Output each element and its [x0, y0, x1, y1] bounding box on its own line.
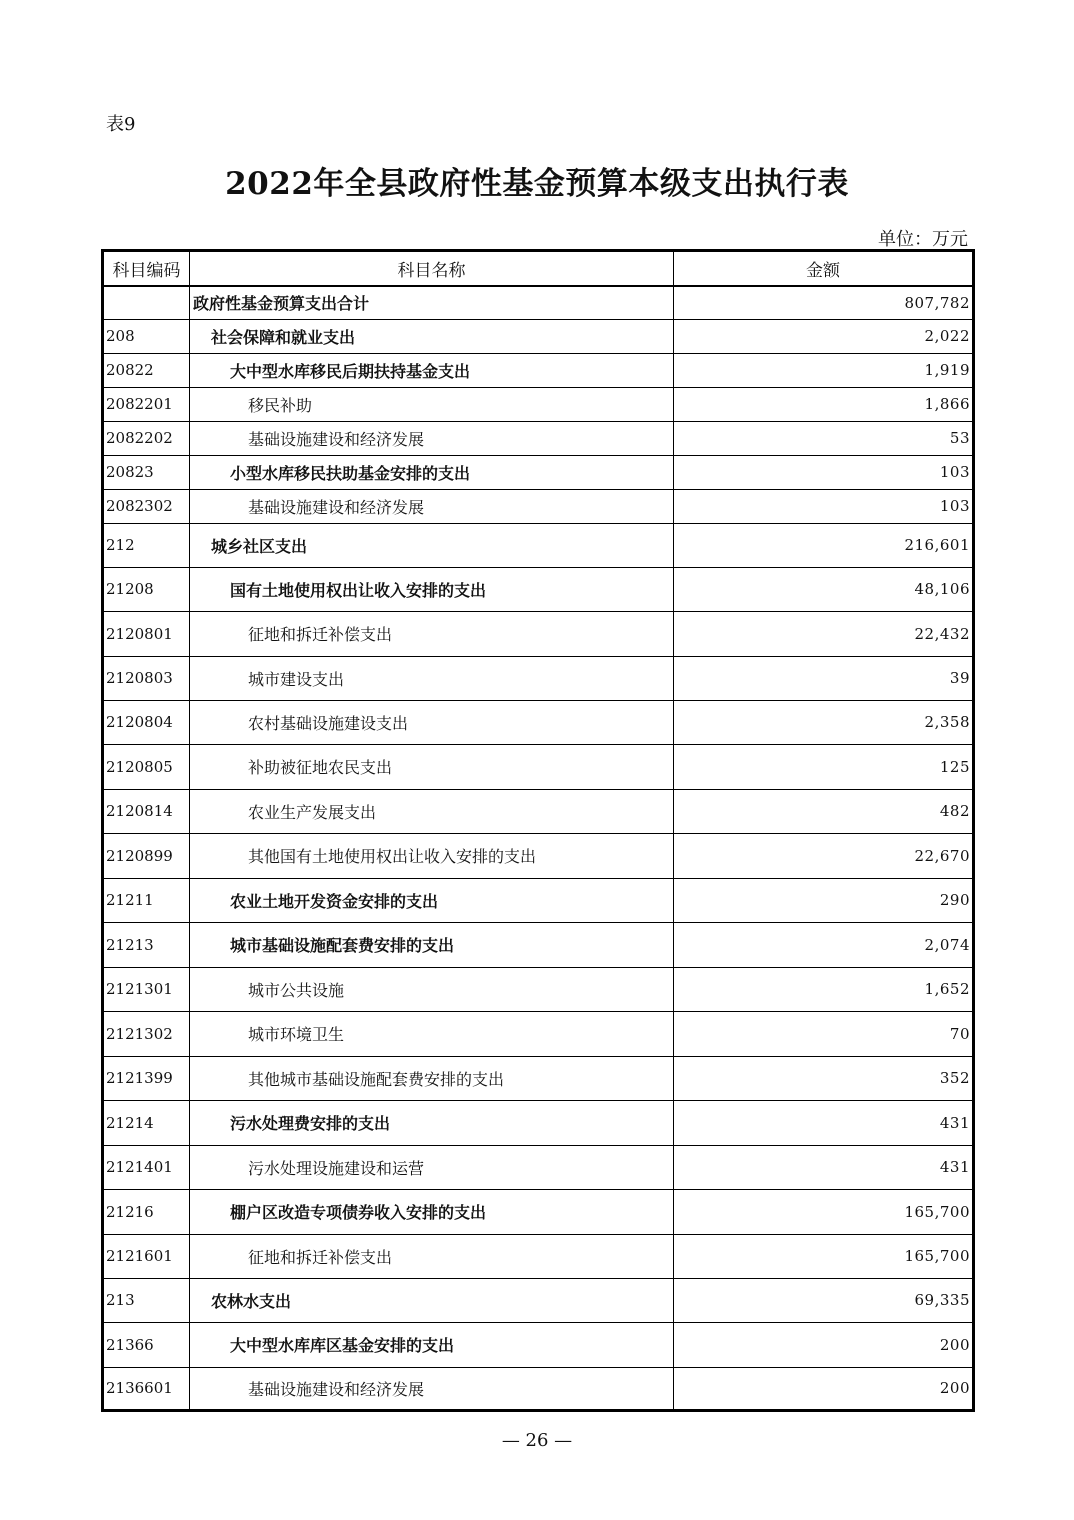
row-amount: 807,782 [674, 286, 974, 319]
table-row [103, 611, 974, 656]
row-amount: 2,358 [674, 700, 974, 744]
row-name: 棚户区改造专项债券收入安排的支出 [190, 1189, 674, 1234]
row-amount: 103 [674, 455, 974, 489]
row-name: 基础设施建设和经济发展 [190, 489, 674, 523]
table-row [103, 700, 974, 744]
table-row [103, 387, 974, 421]
row-code: 2120804 [103, 700, 190, 744]
table-row [103, 1145, 974, 1189]
row-code: 213 [103, 1278, 190, 1322]
row-code: 2121399 [103, 1056, 190, 1100]
row-code: 21366 [103, 1322, 190, 1367]
row-name: 城市基础设施配套费安排的支出 [190, 922, 674, 967]
row-amount: 352 [674, 1056, 974, 1100]
row-code: 2121302 [103, 1011, 190, 1056]
row-amount: 22,432 [674, 611, 974, 656]
table-row [103, 744, 974, 789]
row-amount: 1,866 [674, 387, 974, 421]
table-row [103, 1189, 974, 1234]
row-code: 21214 [103, 1100, 190, 1145]
row-amount: 2,022 [674, 319, 974, 353]
row-code: 21216 [103, 1189, 190, 1234]
table-row [103, 353, 974, 387]
row-name: 征地和拆迁补偿支出 [190, 611, 674, 656]
row-code: 2120805 [103, 744, 190, 789]
row-code: 2082202 [103, 421, 190, 455]
row-amount: 165,700 [674, 1234, 974, 1278]
row-code: 2082302 [103, 489, 190, 523]
row-amount: 39 [674, 656, 974, 700]
row-amount: 48,106 [674, 567, 974, 611]
table-row [103, 1367, 974, 1410]
table-row [103, 922, 974, 967]
row-amount: 200 [674, 1367, 974, 1410]
table-row [103, 489, 974, 523]
row-code: 2120801 [103, 611, 190, 656]
row-code: 2120803 [103, 656, 190, 700]
row-name: 农村基础设施建设支出 [190, 700, 674, 744]
page-number: — 26 — [501, 1430, 573, 1451]
row-code: 20822 [103, 353, 190, 387]
row-name: 城市环境卫生 [190, 1011, 674, 1056]
row-name: 大中型水库移民后期扶持基金支出 [190, 353, 674, 387]
unit-label: 单位：万元 [878, 229, 968, 250]
row-code: 208 [103, 319, 190, 353]
table-row [103, 523, 974, 567]
row-code: 21211 [103, 878, 190, 922]
row-name: 移民补助 [190, 387, 674, 421]
row-name: 农林水支出 [190, 1278, 674, 1322]
row-amount: 69,335 [674, 1278, 974, 1322]
table-row [103, 1278, 974, 1322]
row-amount: 290 [674, 878, 974, 922]
row-code: 212 [103, 523, 190, 567]
column-header-amount: 金额 [674, 251, 974, 287]
budget-table [101, 249, 975, 1412]
row-code: 2121601 [103, 1234, 190, 1278]
row-name: 农业生产发展支出 [190, 789, 674, 833]
row-code: 2121401 [103, 1145, 190, 1189]
row-code [103, 286, 190, 319]
row-name: 政府性基金预算支出合计 [190, 286, 674, 319]
table-row [103, 1322, 974, 1367]
row-code: 20823 [103, 455, 190, 489]
row-name: 其他城市基础设施配套费安排的支出 [190, 1056, 674, 1100]
row-amount: 53 [674, 421, 974, 455]
row-name: 城乡社区支出 [190, 523, 674, 567]
table-row [103, 1056, 974, 1100]
table-row [103, 656, 974, 700]
column-header-code: 科目编码 [103, 251, 190, 287]
row-code: 21213 [103, 922, 190, 967]
table-row [103, 567, 974, 611]
row-amount: 431 [674, 1100, 974, 1145]
row-name: 其他国有土地使用权出让收入安排的支出 [190, 833, 674, 878]
row-name: 农业土地开发资金安排的支出 [190, 878, 674, 922]
row-amount: 103 [674, 489, 974, 523]
row-code: 21208 [103, 567, 190, 611]
table-row [103, 1100, 974, 1145]
row-name: 污水处理费安排的支出 [190, 1100, 674, 1145]
row-code: 2120899 [103, 833, 190, 878]
table-row [103, 1011, 974, 1056]
table-row [103, 878, 974, 922]
row-name: 城市公共设施 [190, 967, 674, 1011]
row-amount: 2,074 [674, 922, 974, 967]
header-row [103, 251, 974, 287]
row-name: 基础设施建设和经济发展 [190, 1367, 674, 1410]
table-row [103, 789, 974, 833]
row-amount: 431 [674, 1145, 974, 1189]
row-name: 污水处理设施建设和运营 [190, 1145, 674, 1189]
row-amount: 1,919 [674, 353, 974, 387]
row-code: 2136601 [103, 1367, 190, 1410]
table-row [103, 286, 974, 319]
row-name: 补助被征地农民支出 [190, 744, 674, 789]
row-amount: 22,670 [674, 833, 974, 878]
table-row [103, 421, 974, 455]
table-row [103, 833, 974, 878]
page-title: 2022年全县政府性基金预算本级支出执行表 [225, 166, 849, 202]
row-name: 小型水库移民扶助基金安排的支出 [190, 455, 674, 489]
row-amount: 165,700 [674, 1189, 974, 1234]
row-name: 征地和拆迁补偿支出 [190, 1234, 674, 1278]
table-row [103, 967, 974, 1011]
table-body [103, 286, 974, 1410]
row-amount: 125 [674, 744, 974, 789]
row-amount: 482 [674, 789, 974, 833]
row-name: 大中型水库库区基金安排的支出 [190, 1322, 674, 1367]
row-amount: 70 [674, 1011, 974, 1056]
row-name: 基础设施建设和经济发展 [190, 421, 674, 455]
row-amount: 1,652 [674, 967, 974, 1011]
row-code: 2121301 [103, 967, 190, 1011]
table-label: 表9 [106, 114, 136, 135]
row-code: 2082201 [103, 387, 190, 421]
row-name: 国有土地使用权出让收入安排的支出 [190, 567, 674, 611]
table-row [103, 455, 974, 489]
row-code: 2120814 [103, 789, 190, 833]
row-name: 城市建设支出 [190, 656, 674, 700]
row-amount: 200 [674, 1322, 974, 1367]
table-row [103, 1234, 974, 1278]
row-amount: 216,601 [674, 523, 974, 567]
row-name: 社会保障和就业支出 [190, 319, 674, 353]
column-header-name: 科目名称 [190, 251, 674, 287]
table-row [103, 319, 974, 353]
table-header [103, 251, 974, 287]
